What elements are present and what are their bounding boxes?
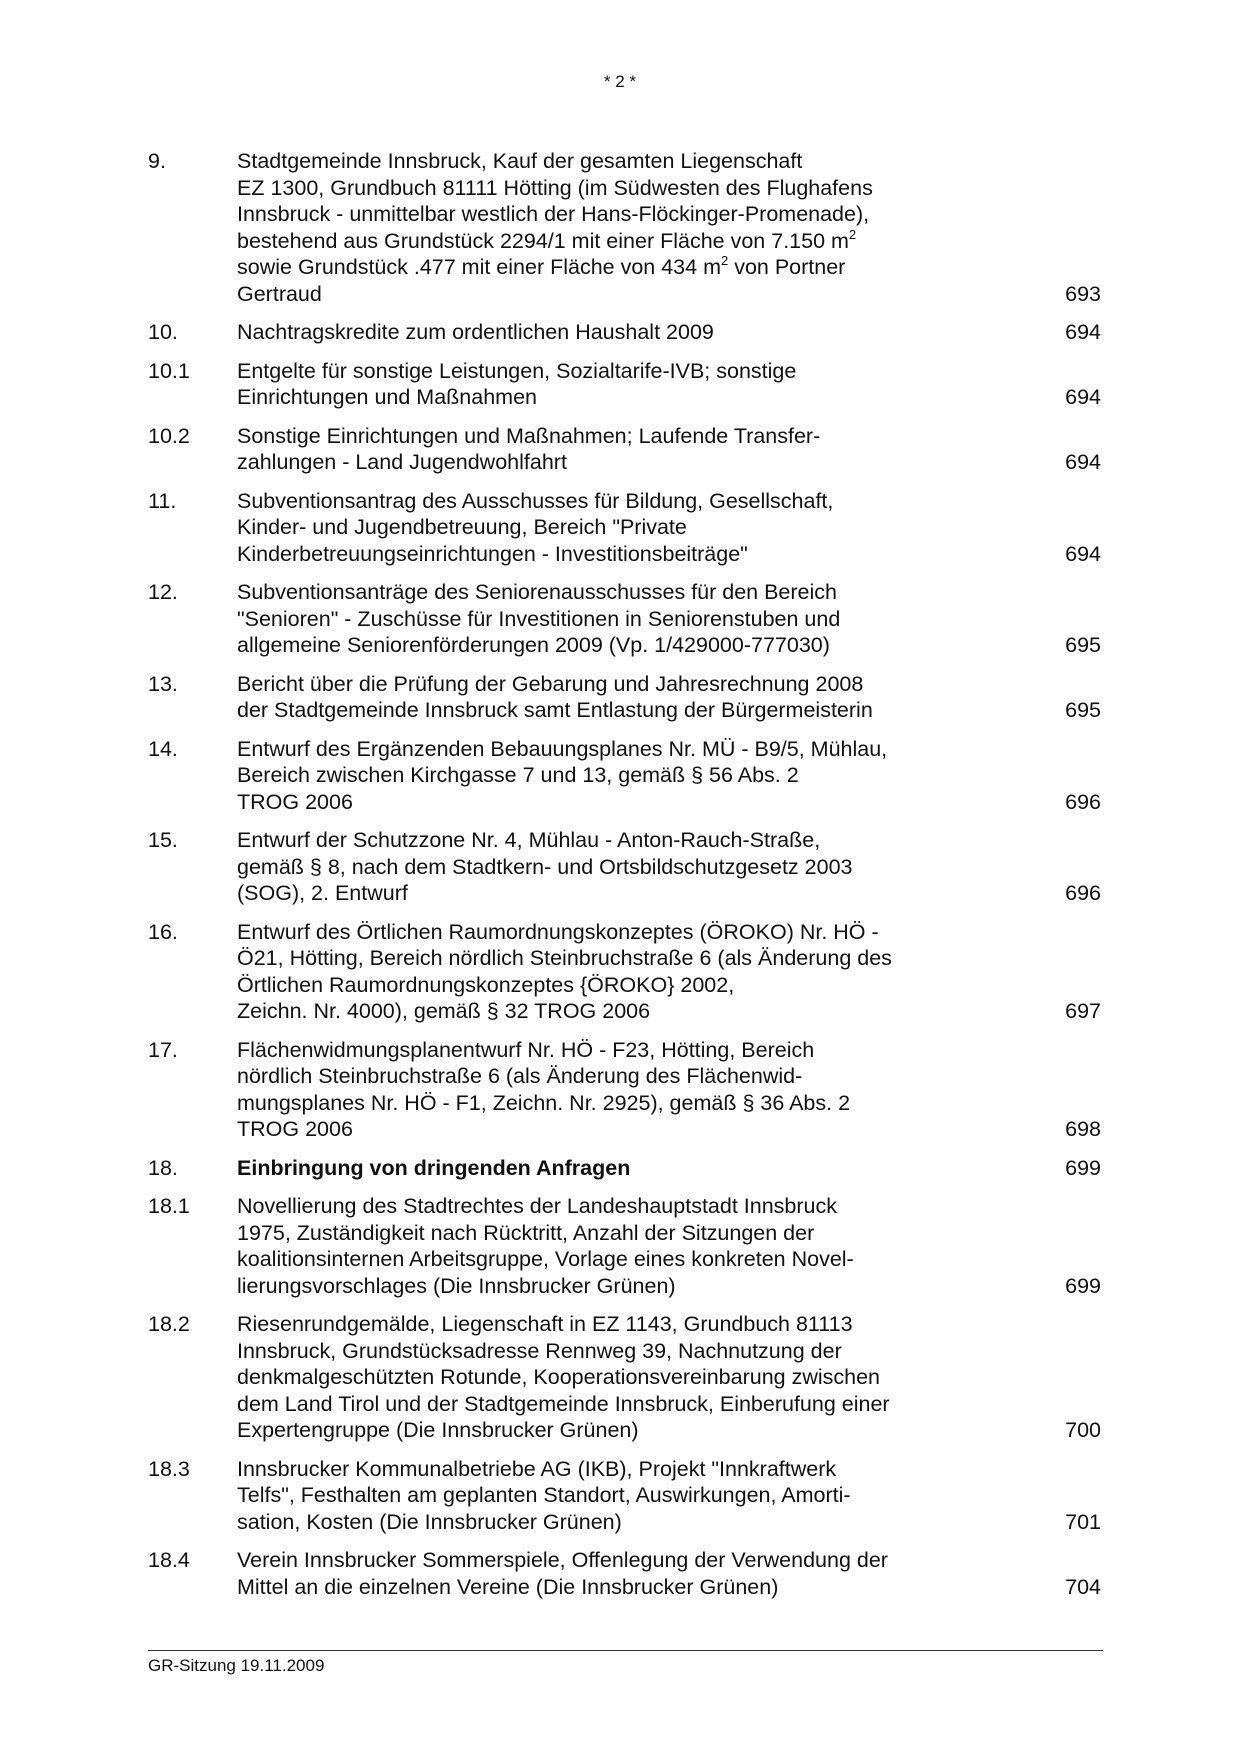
entry-title-line: Riesenrundgemälde, Liegenschaft in EZ 1143, Grundbuch 81113 [237,1312,853,1336]
toc-entry-18-3 [148,1456,1101,1536]
entry-page: 693 [1065,281,1101,306]
entry-number: 9. [148,149,166,173]
toc-entry-18-4 [148,1547,1101,1600]
toc-entry-13 [148,671,1101,724]
entry-title-line: Entwurf der Schutzzone Nr. 4, Mühlau - Anton-Rauch-Straße, [237,828,821,852]
entry-title-line: "Senioren" - Zuschüsse für Investitionen in Seniorenstuben und [237,606,841,631]
entry-title-line: Subventionsantrag des Ausschusses für Bildung, Gesellschaft, [237,488,834,513]
entry-title-line: Telfs", Festhalten am geplanten Standort, Auswirkungen, Amorti- [237,1483,851,1507]
entry-title-text: sowie Grundstück .477 mit einer Fläche von 434 m [237,255,721,279]
entry-title-line: Ö21, Hötting, Bereich nördlich Steinbruchstraße 6 (als Änderung des [237,946,892,970]
table-of-contents [148,148,1101,1612]
entry-title [237,1547,937,1600]
footer-text: GR-Sitzung 19.11.2009 [148,1656,325,1675]
entry-title-line: Sonstige Einrichtungen und Maßnahmen; Laufende Transfer- [237,423,821,448]
toc-entry-11 [148,488,1101,568]
toc-entry-10-2 [148,423,1101,476]
entry-number: 18.3 [148,1456,190,1481]
entry-title [237,1155,937,1182]
entry-title-line: Gertraud [237,281,322,306]
entry-title-line: Innsbruck, Grundstücksadresse Rennweg 39, Nachnutzung der [237,1338,842,1363]
entry-title-line: Subventionsanträge des Seniorenausschusses für den Bereich [237,580,837,604]
entry-title-line: dem Land Tirol und der Stadtgemeinde Innsbruck, Einberufung einer [237,1391,890,1416]
entry-title-line: (SOG), 2. Entwurf [237,881,408,905]
entry-title [237,488,937,568]
entry-title-line: Örtlichen Raumordnungskonzeptes {ÖROKO} 2002, [237,972,735,997]
entry-title [237,736,937,816]
entry-title-line: Bericht über die Prüfung der Gebarung und Jahresrechnung 2008 [237,671,864,696]
entry-title [237,423,937,476]
entry-title-line: der Stadtgemeinde Innsbruck samt Entlastung der Bürgermeisterin [237,698,873,722]
entry-title [237,919,937,1025]
entry-number: 17. [148,1037,178,1062]
entry-title-line: sation, Kosten (Die Innsbrucker Grünen) [237,1509,622,1534]
entry-title-line: Innsbrucker Kommunalbetriebe AG (IKB), Projekt "Innkraftwerk [237,1456,837,1481]
toc-entry-17 [148,1037,1101,1143]
entry-number: 10.2 [148,423,190,448]
entry-page: 701 [1065,1509,1101,1534]
entry-number: 10.1 [148,358,190,383]
entry-title-line: allgemeine Seniorenförderungen 2009 (Vp. 1/429000-777030) [237,633,830,657]
entry-title-line: TROG 2006 [237,789,353,814]
entry-number: 12. [148,580,178,604]
entry-title-line: Entwurf des Örtlichen Raumordnungskonzeptes (ÖROKO) Nr. HÖ - [237,919,879,944]
entry-title-line [237,228,937,255]
page-number: * 2 * [603,72,637,91]
entry-title-line: nördlich Steinbruchstraße 6 (als Änderung des Flächenwid- [237,1064,803,1088]
entry-page: 694 [1065,320,1101,344]
entry-title [237,148,937,307]
entry-number: 15. [148,828,178,852]
entry-title-line: Zeichn. Nr. 4000), gemäß § 32 TROG 2006 [237,999,651,1023]
entry-title-line: Novellierung des Stadtrechtes der Landeshauptstadt Innsbruck [237,1194,837,1218]
entry-title-line: Expertengruppe (Die Innsbrucker Grünen) [237,1418,639,1442]
entry-title-line: EZ 1300, Grundbuch 81111 Hötting (im Südwesten des Flughafens [237,175,873,200]
entry-title-text: von Portner [728,255,846,279]
entry-number: 18. [148,1155,178,1180]
superscript: 2 [848,226,857,242]
entry-title-line: Kinder- und Jugendbetreuung, Bereich "Private [237,515,687,539]
entry-page: 699 [1065,1155,1101,1180]
toc-entry-18-1 [148,1193,1101,1299]
entry-title [237,579,937,659]
entry-title-line: mungsplanes Nr. HÖ - F1, Zeichn. Nr. 2925), gemäß § 36 Abs. 2 [237,1090,851,1115]
entry-page: 698 [1065,1117,1101,1141]
entry-title-line: gemäß § 8, nach dem Stadtkern- und Ortsbildschutzgesetz 2003 [237,854,853,879]
toc-entry-10 [148,319,1101,346]
entry-title-line: Flächenwidmungsplanentwurf Nr. HÖ - F23, Hötting, Bereich [237,1037,815,1062]
entry-title-line: 1975, Zuständigkeit nach Rücktritt, Anzahl der Sitzungen der [237,1220,815,1245]
entry-page: 695 [1065,698,1101,722]
entry-title-line: lierungsvorschlages (Die Innsbrucker Grünen) [237,1273,676,1298]
entry-page: 704 [1065,1574,1101,1599]
entry-page: 696 [1065,881,1101,905]
entry-title-line: Bereich zwischen Kirchgasse 7 und 13, gemäß § 56 Abs. 2 [237,763,799,787]
toc-entry-9 [148,148,1101,307]
entry-title [237,1037,937,1143]
entry-title-line: koalitionsinternen Arbeitsgruppe, Vorlage eines konkreten Novel- [237,1247,854,1271]
entry-title-line [237,254,937,281]
entry-title-line: zahlungen - Land Jugendwohlfahrt [237,450,567,474]
entry-number: 10. [148,320,178,344]
entry-title-line: Nachtragskredite zum ordentlichen Haushalt 2009 [237,320,714,344]
entry-title-line: TROG 2006 [237,1117,353,1141]
entry-page: 700 [1065,1418,1101,1442]
superscript: 2 [720,253,729,268]
entry-title [237,671,937,724]
entry-title-line: Einbringung von dringenden Anfragen [237,1155,631,1180]
entry-title-line: Innsbruck - unmittelbar westlich der Hans-Flöckinger-Promenade), [237,202,870,226]
entry-page: 695 [1065,633,1101,657]
entry-page: 699 [1065,1273,1101,1298]
entry-title [237,1456,937,1536]
entry-title-line: Kinderbetreuungseinrichtungen - Investitionsbeiträge" [237,541,748,566]
entry-title-line: Einrichtungen und Maßnahmen [237,385,537,409]
entry-number: 18.1 [148,1194,190,1218]
entry-title [237,319,937,346]
entry-title-line: Stadtgemeinde Innsbruck, Kauf der gesamten Liegenschaft [237,149,803,173]
entry-page: 694 [1065,450,1101,474]
entry-page: 696 [1065,789,1101,814]
entry-title [237,1193,937,1299]
entry-number: 11. [148,488,177,513]
toc-entry-10-1 [148,358,1101,411]
entry-number: 14. [148,736,178,761]
entry-number: 18.4 [148,1548,190,1572]
entry-title [237,1311,937,1444]
entry-title-text: bestehend aus Grundstück 2294/1 mit einer Fläche von 7.150 m [237,228,849,253]
entry-title-line: Verein Innsbrucker Sommerspiele, Offenlegung der Verwendung der [237,1548,888,1572]
entry-number: 13. [148,671,178,696]
entry-title-line: Entwurf des Ergänzenden Bebauungsplanes Nr. MÜ - B9/5, Mühlau, [237,736,888,761]
toc-entry-18-2 [148,1311,1101,1444]
entry-title [237,358,937,411]
toc-entry-15 [148,827,1101,907]
toc-entry-16 [148,919,1101,1025]
entry-title [237,827,937,907]
entry-page: 694 [1065,541,1101,566]
entry-title-line: Entgelte für sonstige Leistungen, Sozialtarife-IVB; sonstige [237,358,797,383]
entry-number: 16. [148,919,178,944]
entry-page: 694 [1065,385,1101,409]
toc-entry-14 [148,736,1101,816]
toc-entry-12 [148,579,1101,659]
toc-entry-18 [148,1155,1101,1182]
entry-page: 697 [1065,999,1101,1023]
entry-number: 18.2 [148,1312,190,1336]
entry-title-line: denkmalgeschützten Rotunde, Kooperationsvereinbarung zwischen [237,1365,881,1389]
entry-title-line: Mittel an die einzelnen Vereine (Die Innsbrucker Grünen) [237,1574,779,1599]
footer-divider [148,1650,1103,1651]
